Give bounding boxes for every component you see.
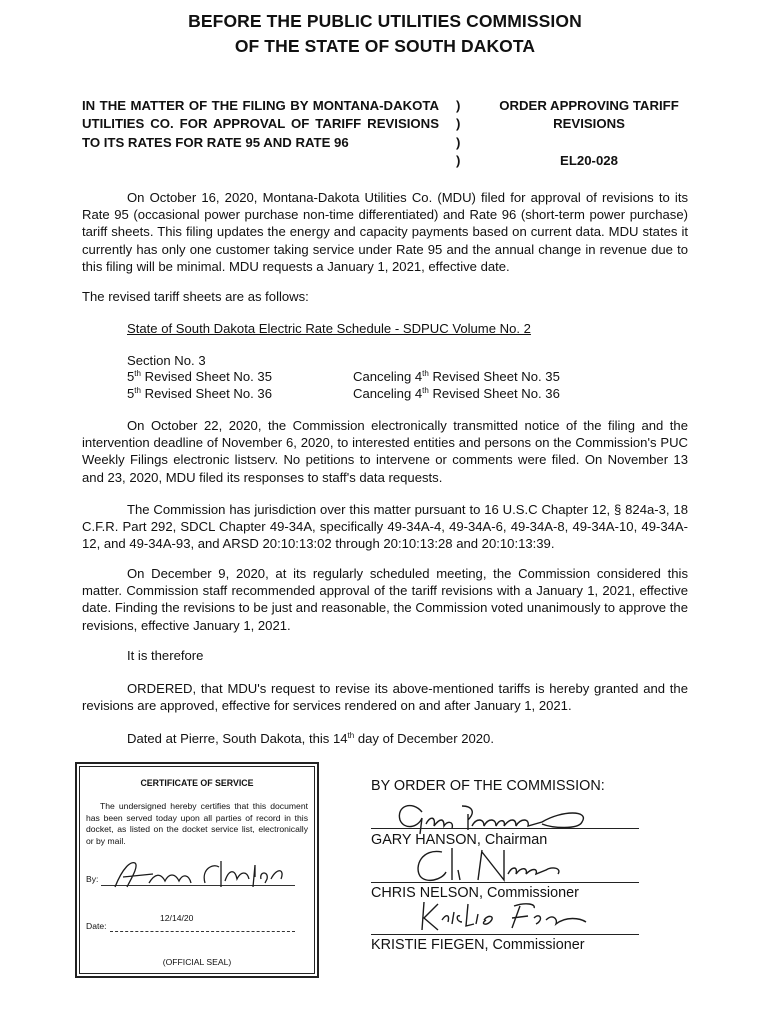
paragraph-meeting: On December 9, 2020, at its regularly scheduled meeting, the Commission considered this matter. Commission staff recommended approval of the tariff revisions with a January 1, 2021, effective date. Finding the revisions to be just and reasonable, the Commission voted unanimously to approve the revisions, effective January 1, 2021. xyxy=(82,566,688,633)
canceled-sheet-text: Revised Sheet No. 36 xyxy=(432,386,560,401)
ordinal-suffix: th xyxy=(134,386,141,395)
certificate-text: The undersigned hereby certifies that this document has been served today upon all parties of record in this docket, as listed on the docket service list, electronically or by mail. xyxy=(86,801,308,846)
ordinal-suffix: th xyxy=(422,369,429,378)
certificate-title: CERTIFICATE OF SERVICE xyxy=(140,778,254,788)
rate-schedule-title: State of South Dakota Electric Rate Schedule - SDPUC Volume No. 2 xyxy=(127,321,531,336)
certificate-date-value: 12/14/20 xyxy=(160,913,194,923)
ordinal-suffix: th xyxy=(134,369,141,378)
certificate-date-label: Date: xyxy=(86,921,107,931)
paragraph-filing: On October 16, 2020, Montana-Dakota Utilities Co. (MDU) filed for approval of revisions to its Rate 95 (occasional power purchase non-time differentiated) and Rate 96 (short-term power purchase) tariff sheets. This filing updates the energy and capacity payments based on current data. MDU states it currently has only one customer taking service under Rate 95 and the annual change in revenue due to this filing will be minimal. MDU requests a January 1, 2021, effective date. xyxy=(82,190,688,274)
paragraph-therefore: It is therefore xyxy=(127,648,204,663)
nelson-signature xyxy=(412,846,582,886)
revised-sheet-36 xyxy=(127,385,272,402)
docket-number: EL20-028 xyxy=(560,153,618,168)
document-title-line1: BEFORE THE PUBLIC UTILITIES COMMISSION xyxy=(188,11,582,31)
revised-sheet-35 xyxy=(127,368,272,385)
hanson-signature xyxy=(392,800,592,836)
certificate-date-line xyxy=(110,931,295,932)
order-heading: BY ORDER OF THE COMMISSION: xyxy=(371,778,605,794)
signer-name-hanson: GARY HANSON, Chairman xyxy=(371,832,548,848)
certificate-by-label: By: xyxy=(86,874,99,884)
canceling-text: Canceling 4 xyxy=(353,369,423,384)
revision-number: 5 xyxy=(127,386,135,401)
signature-line xyxy=(371,882,639,883)
official-seal-label: (OFFICIAL SEAL) xyxy=(162,957,232,967)
section-number: Section No. 3 xyxy=(127,353,206,368)
canceling-sheet-35 xyxy=(353,368,560,385)
caption-divider: ) ) ) ) xyxy=(456,98,461,168)
canceled-sheet-text: Revised Sheet No. 35 xyxy=(432,369,560,384)
certifier-signature xyxy=(109,857,289,893)
signature-line xyxy=(371,934,639,935)
revision-text: Revised Sheet No. 36 xyxy=(144,386,272,401)
revision-number: 5 xyxy=(127,369,135,384)
dated-text-end: day of December 2020. xyxy=(354,731,494,746)
ordinal-suffix: th xyxy=(422,386,429,395)
canceling-text: Canceling 4 xyxy=(353,386,423,401)
paragraph-jurisdiction: The Commission has jurisdiction over this matter pursuant to 16 U.S.C Chapter 12, § 824a-3, 18 C.F.R. Part 292, SDCL Chapter 49-34A, specifically 49-34A-4, 49-34A-6, 49-34A-8, 49-34A-10, 49-34A-12, and 49-34A-93, and ARSD 20:10:13:02 through 20:10:13:28 and 20:10:13:39. xyxy=(82,502,688,552)
dated-text: Dated at Pierre, South Dakota, this 14 xyxy=(127,731,348,746)
paragraph-notice: On October 22, 2020, the Commission electronically transmitted notice of the filing and the intervention deadline of November 6, 2020, to interested entities and persons on the Commission's PUC Weekly Filings electronic listserv. No petitions to intervene or comments were filed. On November 13 and 23, 2020, MDU filed its responses to staff's data requests. xyxy=(82,418,688,485)
signer-name-fiegen: KRISTIE FIEGEN, Commissioner xyxy=(371,937,585,953)
ordinal-suffix: th xyxy=(347,731,355,740)
order-title: ORDER APPROVING TARIFF REVISIONS xyxy=(499,98,679,132)
document-title-line2: OF THE STATE OF SOUTH DAKOTA xyxy=(234,36,536,56)
certificate-of-service xyxy=(75,762,319,978)
matter-caption: IN THE MATTER OF THE FILING BY MONTANA-DAKOTA UTILITIES CO. FOR APPROVAL OF TARIFF REVISIONS TO ITS RATES FOR RATE 95 AND RATE 96 xyxy=(82,98,439,150)
fiegen-signature xyxy=(416,898,596,934)
dated-line xyxy=(127,730,494,747)
paragraph-ordered: ORDERED, that MDU's request to revise its above-mentioned tariffs is hereby granted and the revisions are approved, effective for services rendered on and after January 1, 2021. xyxy=(82,681,688,714)
revision-text: Revised Sheet No. 35 xyxy=(144,369,272,384)
paragraph-sheets-intro: The revised tariff sheets are as follows: xyxy=(82,289,309,304)
signer-name-nelson: CHRIS NELSON, Commissioner xyxy=(371,885,579,901)
canceling-sheet-36 xyxy=(353,385,560,402)
signature-line xyxy=(371,828,639,829)
